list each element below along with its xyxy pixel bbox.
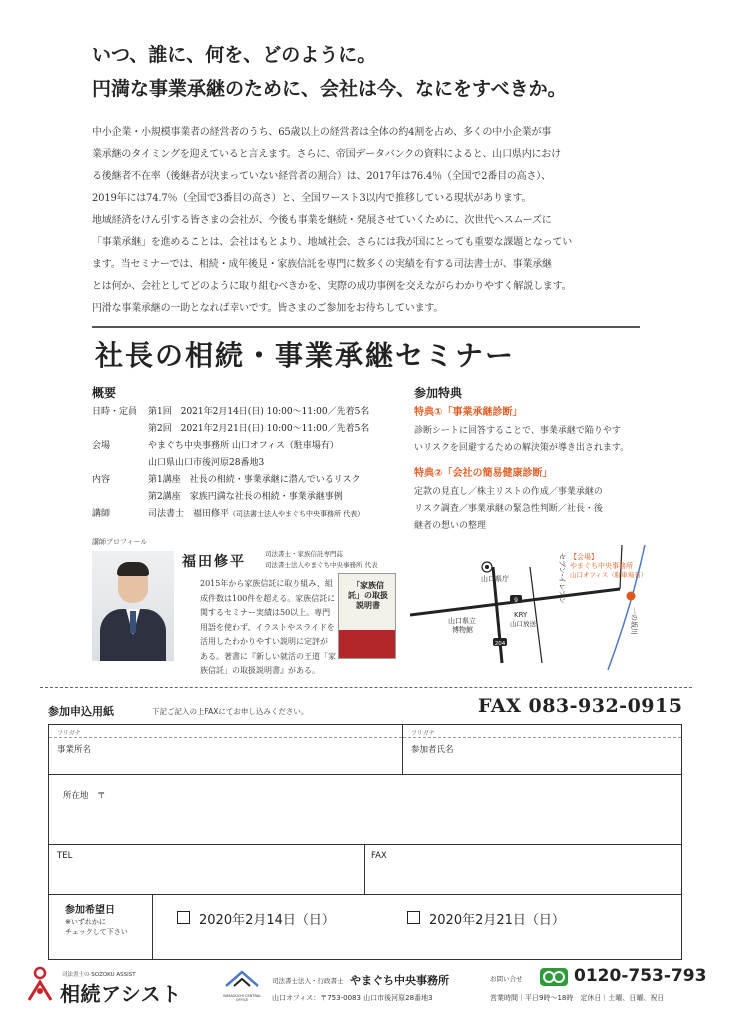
map-label-museum: 山口県立 xyxy=(448,617,476,625)
overview-label: 講師 xyxy=(92,509,111,519)
book-cover xyxy=(338,573,396,659)
photo-tie xyxy=(130,611,136,633)
bio-line: 用語を使わず、イラストやスライドを xyxy=(200,622,335,632)
overview-table xyxy=(92,404,402,523)
overview-label xyxy=(92,455,148,472)
divider xyxy=(92,326,640,328)
central-office-logo-icon xyxy=(222,970,262,990)
bio-line: 活用したわかりやすい説明に定評が xyxy=(200,637,328,646)
overview-row xyxy=(92,489,402,506)
overview-value: 司法書士 福田修平 xyxy=(148,509,230,519)
footer xyxy=(0,962,729,1024)
benefit-line: 定款の見直し／株主リストの作成／事業承継の xyxy=(414,487,603,497)
intro-line: ます。当セミナーでは、相続・成年後見・家族信託を専門に数多くの実績を有する司法書士が、事業承継 xyxy=(92,259,552,270)
free-dial-mark xyxy=(540,968,568,986)
seminar-title: 社長の相続・事業承継セミナー xyxy=(95,339,516,372)
free-dial-number[interactable]: 0120-753-793 xyxy=(574,966,707,986)
furigana-divider xyxy=(49,737,402,738)
participant-name-label: 参加者氏名 xyxy=(411,745,454,755)
benefit-line: 診断シートに回答することで、事業承継で陥りやす xyxy=(414,426,621,436)
map-label-museum-sub: 博物館 xyxy=(452,626,473,634)
intro-line: る後継者不在率（後継者が決まっていない経営者の割合）は、2017年は76.4％（全国で2番目の高さ）、 xyxy=(92,171,551,182)
benefit-line: いリスクを回避するための解決策が導き出されます。 xyxy=(414,443,630,453)
date1-checkbox[interactable] xyxy=(177,911,190,924)
bio-line: ある。著書に『新しい就活の王道「家 xyxy=(200,651,336,661)
cut-line xyxy=(40,687,692,688)
speaker-photo xyxy=(92,551,174,661)
overview-value: 第2回 2021年2月21日(日) 10:00～11:00／先着5名 xyxy=(148,424,370,434)
overview-row xyxy=(92,472,402,489)
benefits-heading: 参加特典 xyxy=(414,386,463,400)
overview-row xyxy=(92,438,402,455)
intro-paragraph xyxy=(92,122,692,320)
intro-line: 円滑な事業承継の一助となれば幸いです。皆さまのご参加をお待ちしています。 xyxy=(92,303,444,314)
date1-label: 2020年2月14日（日） xyxy=(199,913,335,928)
intro-line: 中小企業・小規模事業者の経営者のうち、65歳以上の経営者は全体の約4割を占め、多くの中小企業が事 xyxy=(92,127,552,138)
book-title: 「家族信託」の取扱説明書 xyxy=(348,580,388,610)
overview-row xyxy=(92,506,402,523)
overview-note: （司法書士法人やまぐち中央事務所 代表） xyxy=(229,510,365,518)
map-label-prefectural-office: 山口県庁 xyxy=(481,575,509,583)
map-label-venue-name: やまぐち中央事務所 xyxy=(570,562,633,570)
fax-field-label: FAX xyxy=(371,851,387,861)
preferred-date-note xyxy=(65,917,128,937)
overview-row xyxy=(92,455,402,472)
fax-field[interactable] xyxy=(365,845,681,895)
form-instructions: 下記ご記入の上FAXにてお申し込みください。 xyxy=(152,707,309,716)
person-logo-icon xyxy=(26,966,54,1002)
benefits-list xyxy=(414,404,654,543)
overview-label xyxy=(92,489,148,506)
business-hours: 営業時間｜平日9時～18時 定休日｜土曜、日曜、祝日 xyxy=(490,994,665,1002)
fax-number: FAX 083-932-0915 xyxy=(478,695,683,717)
overview-heading: 概要 xyxy=(92,386,117,400)
address-label: 所在地 〒 xyxy=(63,791,106,801)
bio-line: 2015年から家族信託に取り組み、組 xyxy=(200,579,333,588)
photo-hair xyxy=(117,562,149,576)
intro-line: 2019年には74.7％（全国で3番目の高さ）と、全国ワースト3以内で推移している現状があります。 xyxy=(92,193,532,204)
speaker-bio xyxy=(200,577,340,679)
intro-line: とは何か、会社としてどのように取り組むべきかを、実際の成功事例を交えながらわかりやすく解説します。 xyxy=(92,281,572,292)
preferred-date-label-cell xyxy=(49,895,153,959)
overview-value-wrap xyxy=(148,506,402,523)
firm-name: やまぐち中央事務所 xyxy=(350,974,449,987)
central-office-logo xyxy=(222,970,262,1000)
map-label-venue-office: 山口オフィス（駐車場有） xyxy=(570,571,648,579)
office-name-field[interactable] xyxy=(49,725,403,775)
free-dial-icon xyxy=(540,968,568,986)
overview-value: 第2講座 家族円満な社長の相続・事業承継事例 xyxy=(148,492,343,502)
firm-prefix: 司法書士法人・行政書士 xyxy=(272,977,344,985)
map-label-kry-sub: 山口放送 xyxy=(510,620,536,628)
intro-line: 業承継のタイミングを迎えていると言えます。さらに、帝国データバンクの資料によると、山口県内におけ xyxy=(92,149,561,160)
assist-tagline: 司法書士の SOZOKU ASSIST xyxy=(62,972,136,978)
overview-value: 山口県山口市後河原28番地3 xyxy=(148,458,265,468)
overview-value: 第1回 2021年2月14日(日) 10:00～11:00／先着5名 xyxy=(148,407,370,417)
preferred-date-label: 参加希望日 xyxy=(65,905,115,916)
tel-field[interactable] xyxy=(49,845,365,895)
overview-label: 日時・定員 xyxy=(92,407,138,417)
benefit-body xyxy=(414,484,654,535)
venue-pin-icon xyxy=(627,592,636,601)
tel-label: TEL xyxy=(57,851,73,861)
overview-label xyxy=(92,421,148,438)
overview-row xyxy=(92,421,402,438)
application-form xyxy=(48,724,682,960)
map-label-kry: KRY xyxy=(514,611,528,619)
overview-value: やまぐち中央事務所 山口オフィス（駐車場有） xyxy=(148,441,339,451)
map-label-seven-eleven: セブン-イレブン xyxy=(558,553,566,604)
furigana-label: フリガナ xyxy=(57,730,81,737)
bio-line: 関するセミナー実績は50以上。専門 xyxy=(200,608,331,617)
intro-line: 「事業承継」を進めることは、会社はもとより、地域社会、さらには我が国にとっても重要な課題となってい xyxy=(92,237,572,248)
furigana-label: フリガナ xyxy=(411,730,435,737)
benefit-body xyxy=(414,423,654,457)
overview-row xyxy=(92,404,402,421)
book-band xyxy=(339,630,395,658)
map-side-road xyxy=(530,567,542,663)
benefit-title: 特典①「事業承継診断」 xyxy=(414,407,523,418)
headline-line-2: 円満な事業承継のために、会社は今、なにをすべきか。 xyxy=(92,78,567,100)
form-heading: 参加申込用紙 xyxy=(48,705,114,718)
address-field[interactable] xyxy=(49,775,681,845)
map-label-route204: 204 xyxy=(494,641,506,647)
office-name-label: 事業所名 xyxy=(57,745,92,755)
overview-label: 内容 xyxy=(92,475,111,485)
profile-label: 講師プロフィール xyxy=(92,538,148,546)
speaker-name: 福田修平 xyxy=(182,554,246,570)
overview-value: 第1講座 社長の相続・事業承継に潜んでいるリスク xyxy=(148,475,361,485)
map-label-route9: 9 xyxy=(514,597,518,604)
headline xyxy=(92,38,702,106)
access-map xyxy=(410,545,680,670)
map-label-river: 一の坂川 xyxy=(630,607,638,635)
benefit-title: 特典②「会社の簡易健康診断」 xyxy=(414,468,553,479)
benefit-line: 継者の想いの整理 xyxy=(414,521,487,531)
intro-line: 地域経済をけん引する皆さまの会社が、今後も事業を継続・発展させていくために、次世代へスムーズに xyxy=(92,215,552,226)
contact-label: お問い合せ xyxy=(490,975,523,983)
speaker-role: 司法書士法人やまぐち中央事務所 代表 xyxy=(265,561,378,569)
map-office-marker-dot xyxy=(485,565,489,569)
assist-brand: 相続アシスト xyxy=(60,982,182,1006)
speaker-roles xyxy=(265,549,378,571)
participant-name-field[interactable] xyxy=(403,725,681,775)
bio-line: 族信託」の取扱説明書』がある。 xyxy=(200,666,320,675)
date2-checkbox[interactable] xyxy=(407,911,420,924)
headline-line-1: いつ、誰に、何を、どのように。 xyxy=(92,44,377,66)
firm-address: 山口オフィス：〒753-0083 山口市後河原28番地3 xyxy=(272,994,433,1002)
date2-label: 2020年2月21日（日） xyxy=(429,913,565,928)
furigana-divider xyxy=(403,737,681,738)
preferred-date-note-line: チェックして下さい xyxy=(65,928,128,936)
preferred-date-note-line: ※いずれかに xyxy=(65,918,106,926)
benefit-line: リスク調査／事業承継の緊急性判断／社長・後 xyxy=(414,504,603,514)
central-office-text: YAMAGUCHI CENTRAL OFFICE xyxy=(222,994,262,1002)
bio-line: 成件数は100件を超える。家族信託に xyxy=(200,593,336,603)
overview-label: 会場 xyxy=(92,441,111,451)
speaker-role: 司法書士・家族信託専門誌 xyxy=(265,550,343,558)
sozoku-assist-logo xyxy=(26,966,54,1002)
map-label-venue-tag: 【会場】 xyxy=(570,553,598,561)
